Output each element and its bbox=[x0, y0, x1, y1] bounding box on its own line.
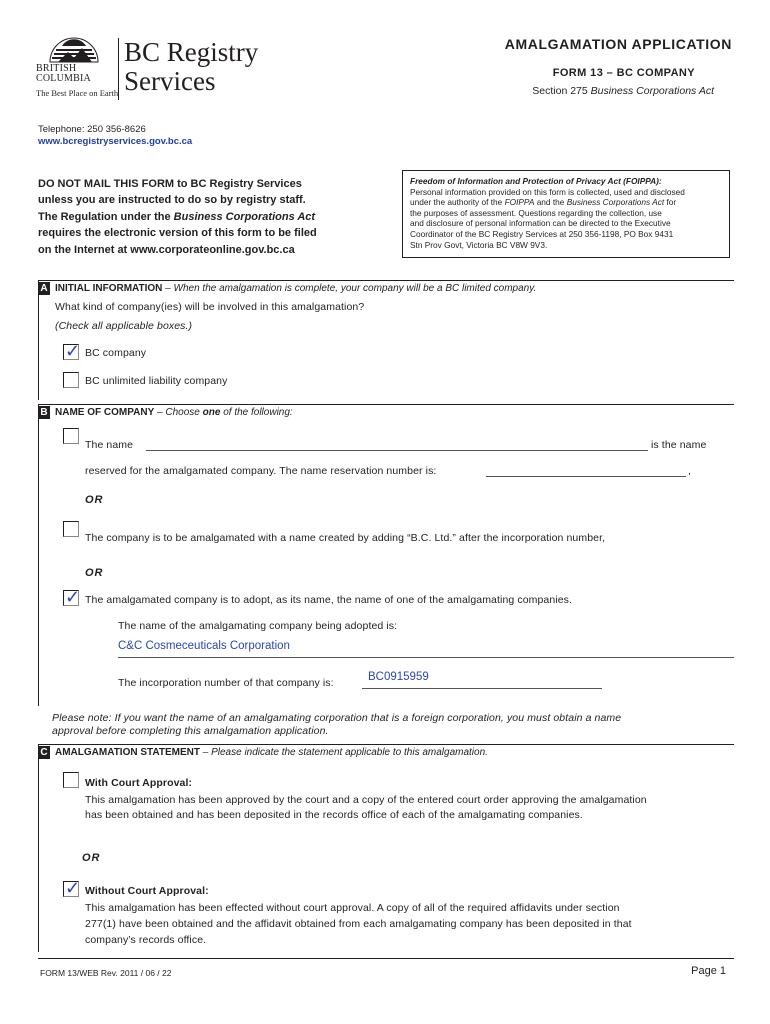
foreign-corp-note-line1: Please note: If you want the name of an amalgamating corporation that is a foreign corporation, you must obtain a name bbox=[52, 712, 622, 724]
notice-line: DO NOT MAIL THIS FORM to BC Registry Services bbox=[38, 178, 302, 190]
notice-line bbox=[38, 209, 378, 225]
section-b-note-emphasis: one bbox=[202, 407, 221, 418]
foippa-line: and disclosure of personal information can be directed to the Executive bbox=[410, 218, 671, 229]
incorporation-number-underline bbox=[362, 688, 602, 689]
do-not-mail-notice bbox=[38, 176, 378, 258]
section-reference bbox=[532, 85, 714, 97]
or-separator: OR bbox=[82, 852, 101, 864]
section-b-divider bbox=[38, 404, 734, 405]
section-b-title: NAME OF COMPANY bbox=[55, 407, 155, 418]
bc-ltd-name-checkbox[interactable] bbox=[63, 521, 79, 537]
section-c-heading bbox=[55, 747, 488, 758]
foippa-act-name: Business Corporations Act bbox=[566, 197, 665, 208]
bc-ulc-label: BC unlimited liability company bbox=[85, 375, 228, 387]
bc-ulc-checkbox[interactable] bbox=[63, 372, 79, 388]
court-approval-title: With Court Approval: bbox=[85, 777, 193, 789]
bc-company-checkbox[interactable] bbox=[63, 341, 81, 361]
foippa-line: Personal information provided on this form is collected, used and disclosed bbox=[410, 186, 685, 197]
court-approval-checkbox[interactable] bbox=[63, 772, 79, 788]
form-revision: FORM 13/WEB Rev. 2011 / 06 / 22 bbox=[40, 968, 172, 978]
foippa-text: and the bbox=[534, 197, 567, 208]
website-link[interactable]: www.bcregistryservices.gov.bc.ca bbox=[38, 136, 193, 147]
reserved-name-suffix: is the name bbox=[651, 439, 707, 451]
checkmark-icon: ✓ bbox=[65, 878, 81, 898]
reservation-number-input[interactable] bbox=[486, 476, 686, 477]
section-b-note bbox=[154, 407, 292, 418]
section-b-note-text: – Choose bbox=[154, 407, 203, 418]
check-all-instruction: (Check all applicable boxes.) bbox=[55, 320, 193, 332]
section-c-divider bbox=[38, 744, 734, 745]
telephone: Telephone: 250 356-8626 bbox=[38, 124, 146, 135]
section-c-title: AMALGAMATION STATEMENT bbox=[55, 747, 200, 758]
reserved-name-prefix: The name bbox=[85, 439, 134, 451]
no-court-approval-title: Without Court Approval: bbox=[85, 885, 209, 897]
notice-act: Business Corporations Act bbox=[173, 210, 316, 223]
notice-line: requires the electronic version of this form to be filed bbox=[38, 227, 317, 240]
bc-logo-line2: COLUMBIA bbox=[36, 73, 91, 84]
form-code: FORM 13 – BC COMPANY bbox=[552, 67, 695, 79]
reservation-number-comma: , bbox=[688, 465, 692, 477]
section-b-heading bbox=[55, 407, 293, 418]
bc-ltd-name-label: The company is to be amalgamated with a name created by adding “B.C. Ltd.” after the incorporation number, bbox=[85, 532, 606, 544]
no-court-approval-text: company’s records office. bbox=[85, 934, 207, 946]
notice-text: The Regulation under the bbox=[38, 210, 174, 223]
company-type-question: What kind of company(ies) will be involved in this amalgamation? bbox=[55, 301, 365, 313]
foippa-line: the purposes of assessment. Questions regarding the collection, use bbox=[410, 207, 662, 218]
bc-company-label: BC company bbox=[85, 347, 147, 359]
or-separator: OR bbox=[85, 567, 104, 579]
section-c-border bbox=[38, 744, 39, 952]
bc-logo-tagline: The Best Place on Earth bbox=[36, 88, 119, 98]
section-b-border bbox=[38, 404, 39, 706]
incorporation-number-input[interactable]: BC0915959 bbox=[368, 671, 429, 683]
foippa-line: Coordinator of the BC Registry Services at 250 356-1198, PO Box 9431 bbox=[410, 228, 674, 239]
logo-divider bbox=[118, 38, 119, 100]
incorporation-number-label: The incorporation number of that company is: bbox=[118, 677, 334, 689]
section-c-note: – Please indicate the statement applicable to this amalgamation. bbox=[199, 747, 488, 758]
reserved-name-checkbox[interactable] bbox=[63, 428, 79, 444]
bc-government-logo bbox=[34, 34, 119, 102]
foreign-corp-note-line2: approval before completing this amalgamation application. bbox=[52, 725, 329, 737]
bc-sun-mountain-icon bbox=[44, 34, 104, 64]
foippa-act-name: FOIPPA bbox=[504, 197, 535, 208]
notice-line: unless you are instructed to do so by registry staff. bbox=[38, 194, 306, 207]
no-court-approval-text: 277(1) have been obtained and the affidavit obtained from each amalgamating company has been deposited in that bbox=[85, 918, 632, 930]
reserved-name-input[interactable] bbox=[146, 450, 648, 451]
adopted-name-underline bbox=[118, 657, 734, 658]
page-number: Page 1 bbox=[691, 965, 726, 977]
section-a-border bbox=[38, 280, 39, 400]
adopted-name-label: The name of the amalgamating company being adopted is: bbox=[118, 620, 398, 632]
foippa-notice-box bbox=[402, 170, 730, 258]
notice-line: on the Internet at www.corporateonline.gov.bc.ca bbox=[38, 243, 295, 256]
adopt-name-label: The amalgamated company is to adopt, as its name, the name of one of the amalgamating companies. bbox=[85, 594, 573, 606]
checkmark-icon: ✓ bbox=[65, 587, 81, 607]
foippa-text: for bbox=[664, 197, 677, 208]
section-a-divider bbox=[38, 280, 734, 281]
no-court-approval-text: This amalgamation has been effected without court approval. A copy of all of the required affidavits under section bbox=[85, 902, 620, 914]
checkmark-icon: ✓ bbox=[65, 341, 81, 361]
section-ref-number: Section 275 bbox=[532, 85, 588, 97]
foippa-line: Stn Prov Govt, Victoria BC V8W 9V3. bbox=[410, 239, 548, 250]
foippa-line bbox=[410, 197, 722, 208]
adopt-name-checkbox[interactable] bbox=[63, 587, 81, 607]
foippa-text: under the authority of the bbox=[410, 197, 505, 208]
section-a-heading bbox=[55, 283, 536, 294]
form-title: AMALGAMATION APPLICATION bbox=[504, 36, 732, 52]
section-b-note-text: of the following: bbox=[220, 407, 293, 418]
foippa-title: Freedom of Information and Protection of Privacy Act (FOIPPA): bbox=[410, 176, 662, 186]
footer-divider bbox=[38, 958, 734, 959]
section-ref-act: Business Corporations Act bbox=[590, 85, 714, 97]
section-a-letter: A bbox=[38, 282, 50, 295]
adopted-name-input[interactable]: C&C Cosmeceuticals Corporation bbox=[118, 640, 290, 652]
section-c-letter: C bbox=[38, 746, 50, 759]
section-a-title: INITIAL INFORMATION bbox=[55, 283, 163, 294]
section-a-note: – When the amalgamation is complete, your company will be a BC limited company. bbox=[162, 283, 537, 294]
court-approval-text: has been obtained and has been deposited in the records office of each of the amalgamating companies. bbox=[85, 809, 583, 821]
or-separator: OR bbox=[85, 494, 104, 506]
registry-logo-line1: BC Registry bbox=[124, 37, 259, 67]
no-court-approval-checkbox[interactable] bbox=[63, 878, 81, 898]
reservation-number-label: reserved for the amalgamated company. The name reservation number is: bbox=[85, 465, 437, 477]
registry-logo-line2: Services bbox=[124, 66, 216, 96]
court-approval-text: This amalgamation has been approved by the court and a copy of the entered court order approving the amalgamation bbox=[85, 794, 647, 806]
bc-registry-services-logo bbox=[124, 38, 274, 102]
section-b-letter: B bbox=[38, 406, 50, 419]
bc-logo-line1: BRITISH bbox=[36, 63, 77, 74]
